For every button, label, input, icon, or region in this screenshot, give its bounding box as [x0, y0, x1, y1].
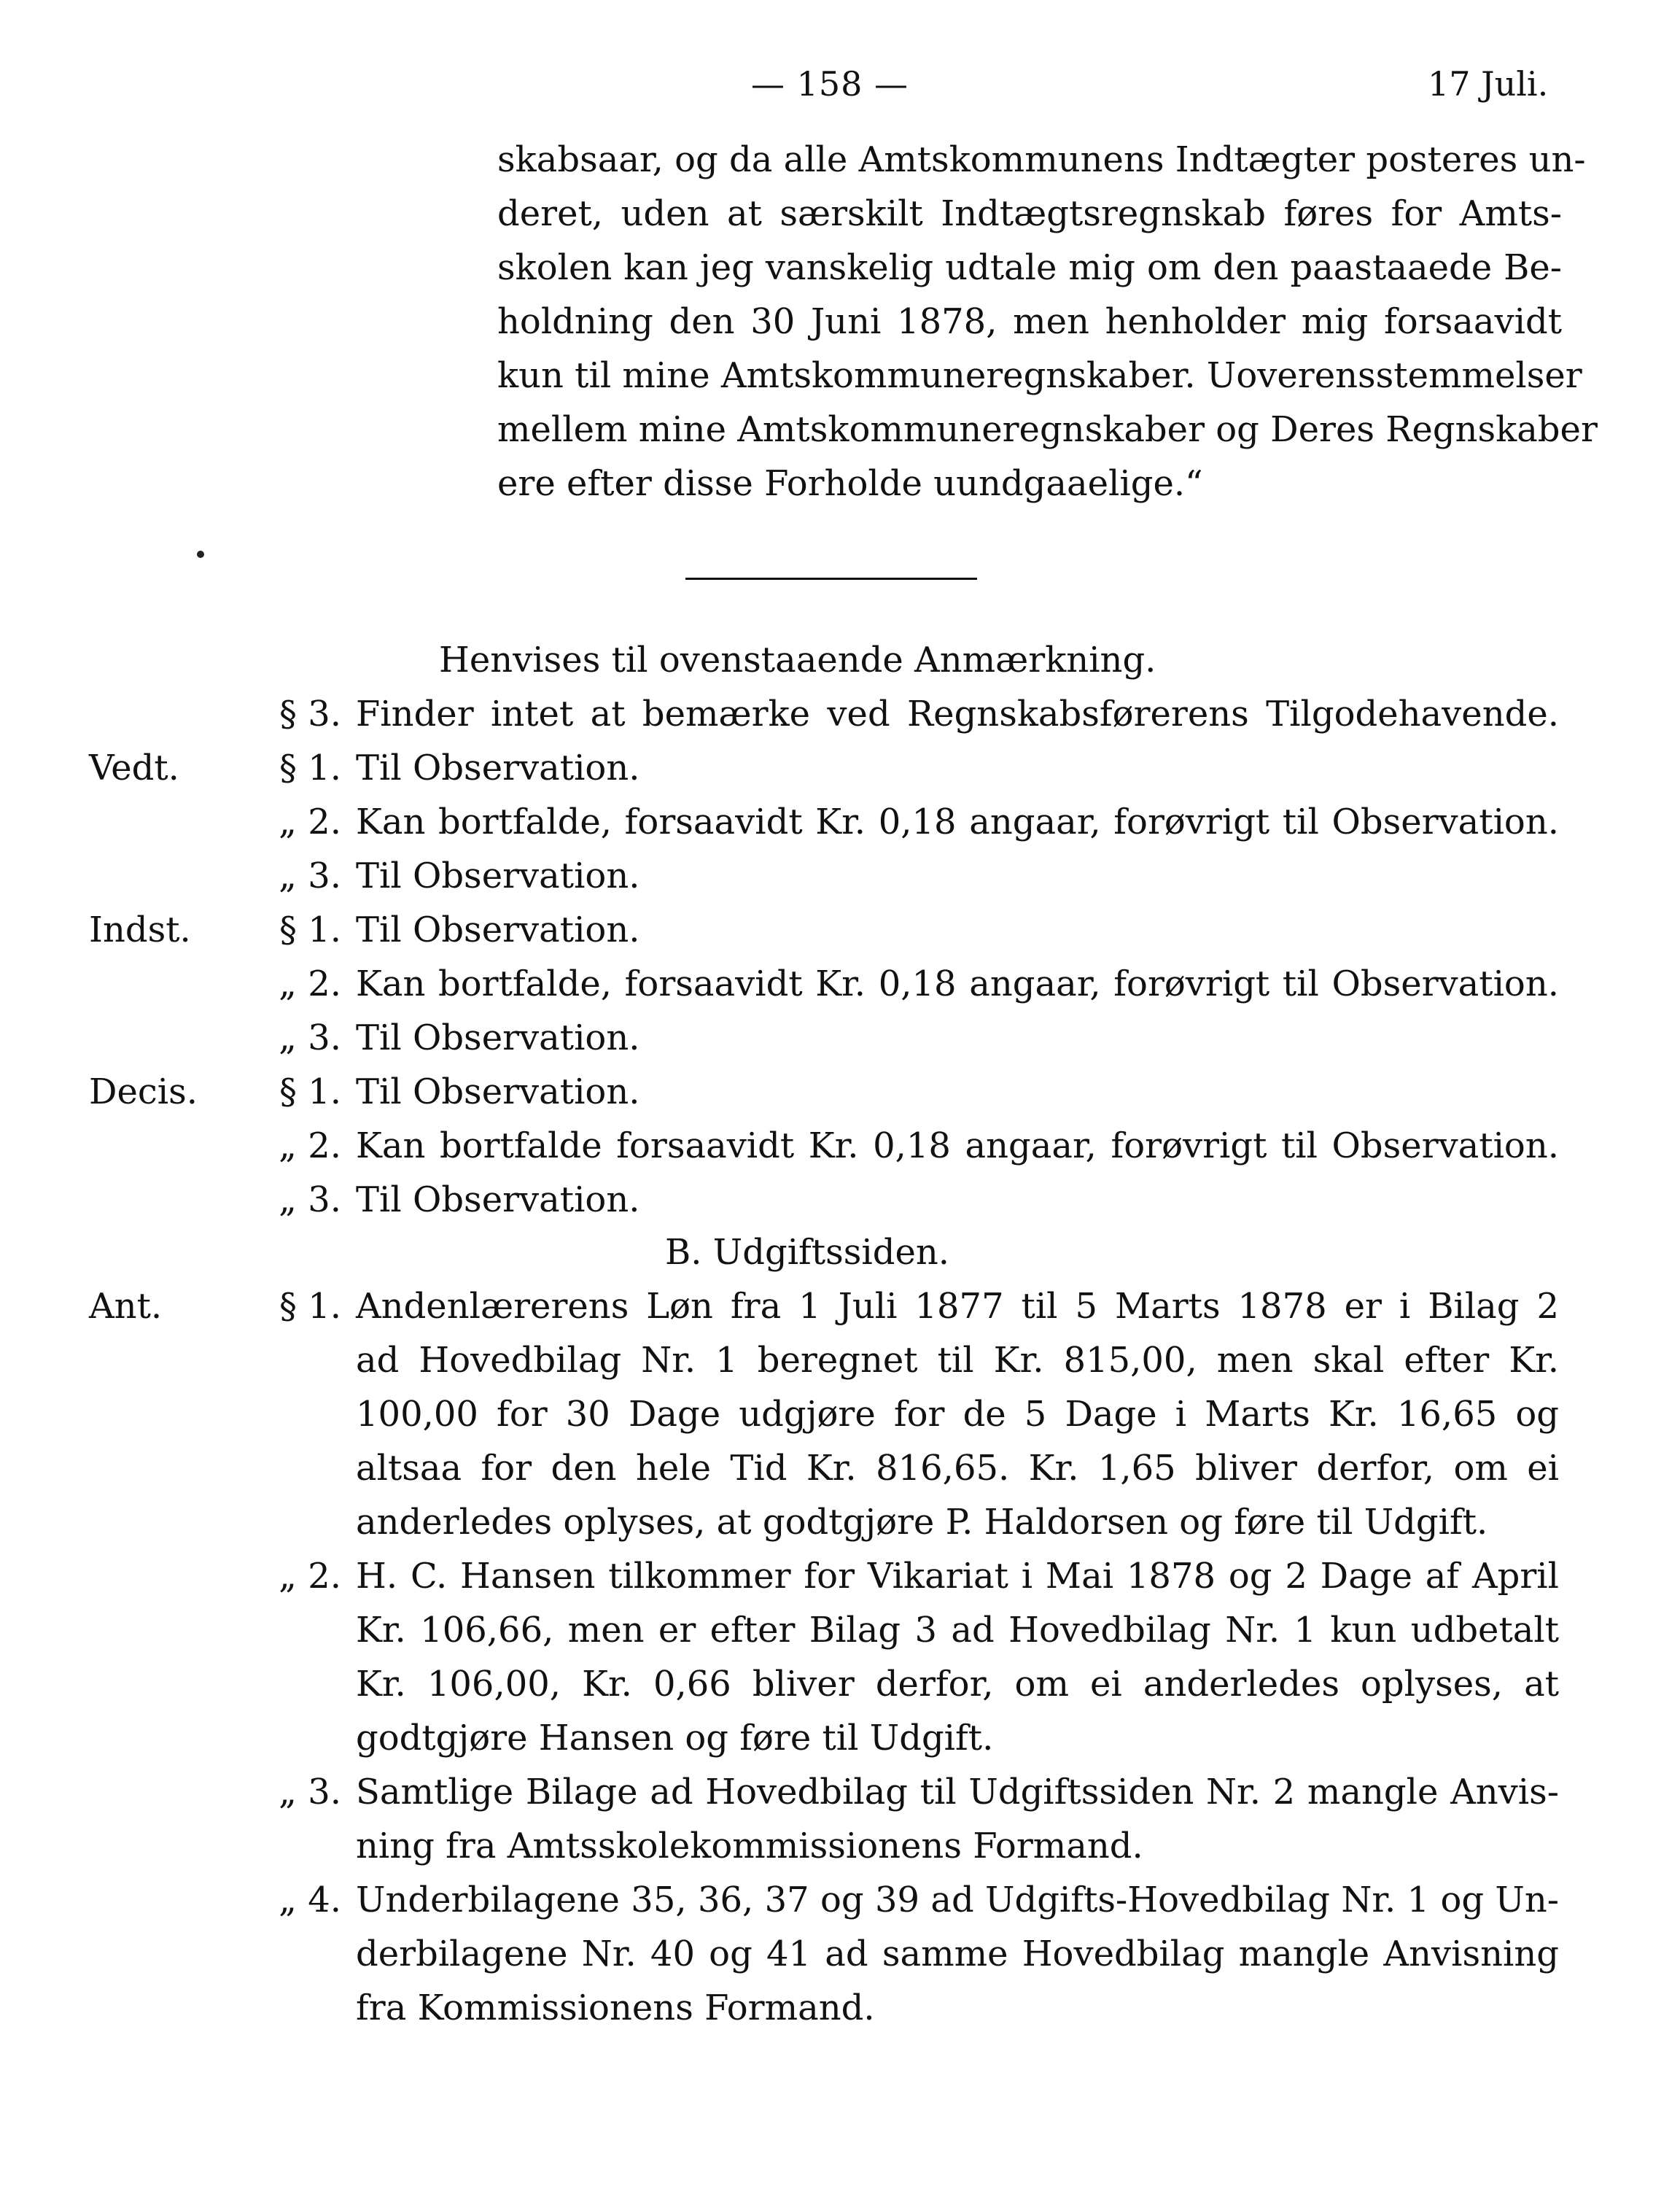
row-text: Kan bortfalde, forsaavidt Kr. 0,18 angaar, forøvrigt til Observation.	[356, 802, 1559, 842]
paragraph-number: § 1.	[279, 1286, 341, 1327]
row-label: Indst.	[89, 910, 191, 950]
quote-line: holdning den 30 Juni 1878, men henholder mig forsaavidt	[497, 301, 1562, 342]
section-heading: B. Udgiftssiden.	[665, 1232, 950, 1273]
paragraph-number: „ 2.	[279, 963, 341, 1004]
section-divider	[685, 578, 977, 580]
quote-line: ere efter disse Forholde uundgaaelige.“	[497, 463, 1203, 504]
expense-line: altsaa for den hele Tid Kr. 816,65. Kr. 1,65 bliver derfor, om ei	[356, 1448, 1559, 1489]
paragraph-number: § 3.	[279, 694, 341, 734]
row-text: Finder intet at bemærke ved Regnskabsførerens Tilgodehavende.	[356, 694, 1559, 734]
expense-line: Samtlige Bilage ad Hovedbilag til Udgiftssiden Nr. 2 mangle Anvis-	[356, 1772, 1559, 1812]
quote-line: skolen kan jeg vanskelig udtale mig om den paastaaede Be-	[497, 247, 1562, 288]
paragraph-number: „ 4.	[279, 1880, 341, 1920]
row-text: Til Observation.	[356, 856, 640, 896]
row-text: Til Observation.	[356, 1179, 640, 1220]
paragraph-number: § 1.	[279, 1071, 341, 1112]
paragraph-number: § 1.	[279, 748, 341, 788]
quoted-paragraph	[497, 133, 1598, 511]
expense-line: fra Kommissionens Formand.	[356, 1988, 875, 2028]
quote-line: mellem mine Amtskommuneregnskaber og Deres Regnskaber	[497, 409, 1598, 450]
expense-line: Andenlærerens Løn fra 1 Juli 1877 til 5 Marts 1878 er i Bilag 2	[356, 1286, 1559, 1327]
row-text: Til Observation.	[356, 748, 640, 788]
paragraph-number: „ 3.	[279, 1772, 341, 1812]
intro-line: Henvises til ovenstaaende Anmærkning.	[439, 640, 1156, 680]
paragraph-number: „ 2.	[279, 1556, 341, 1597]
row-text: Til Observation.	[356, 910, 640, 950]
row-text: Til Observation.	[356, 1017, 640, 1058]
expense-line: Kr. 106,66, men er efter Bilag 3 ad Hovedbilag Nr. 1 kun udbetalt	[356, 1610, 1559, 1651]
page-date: 17 Juli.	[1428, 64, 1549, 104]
expense-line: Kr. 106,00, Kr. 0,66 bliver derfor, om ei anderledes oplyses, at	[356, 1664, 1559, 1705]
expense-line: anderledes oplyses, at godtgjøre P. Haldorsen og føre til Udgift.	[356, 1502, 1488, 1543]
paragraph-number: „ 2.	[279, 802, 341, 842]
row-label: Ant.	[89, 1286, 163, 1327]
ink-dot	[197, 551, 204, 558]
row-label: Vedt.	[89, 748, 179, 788]
quote-line: kun til mine Amtskommuneregnskaber. Uoverensstemmelser	[497, 355, 1582, 396]
expense-line: ning fra Amtsskolekommissionens Formand.	[356, 1826, 1143, 1866]
row-label: Decis.	[89, 1071, 198, 1112]
paragraph-number: § 1.	[279, 910, 341, 950]
quote-line: deret, uden at særskilt Indtægtsregnskab føres for Amts-	[497, 193, 1562, 234]
expense-line: godtgjøre Hansen og føre til Udgift.	[356, 1718, 994, 1758]
paragraph-number: „ 3.	[279, 856, 341, 896]
paragraph-number: „ 3.	[279, 1017, 341, 1058]
row-text: Kan bortfalde, forsaavidt Kr. 0,18 angaar, forøvrigt til Observation.	[356, 963, 1559, 1004]
expense-line: derbilagene Nr. 40 og 41 ad samme Hovedbilag mangle Anvisning	[356, 1934, 1559, 1974]
quote-line: skabsaar, og da alle Amtskommunens Indtægter posteres un-	[497, 139, 1586, 180]
expense-line: ad Hovedbilag Nr. 1 beregnet til Kr. 815,00, men skal efter Kr.	[356, 1340, 1559, 1381]
paragraph-number: „ 2.	[279, 1125, 341, 1166]
page-number: — 158 —	[751, 64, 909, 104]
expense-line: 100,00 for 30 Dage udgjøre for de 5 Dage i Marts Kr. 16,65 og	[356, 1394, 1559, 1435]
row-text: Kan bortfalde forsaavidt Kr. 0,18 angaar, forøvrigt til Observation.	[356, 1125, 1559, 1166]
expense-line: Underbilagene 35, 36, 37 og 39 ad Udgifts-Hovedbilag Nr. 1 og Un-	[356, 1880, 1559, 1920]
expense-line: H. C. Hansen tilkommer for Vikariat i Mai 1878 og 2 Dage af April	[356, 1556, 1559, 1597]
paragraph-number: „ 3.	[279, 1179, 341, 1220]
row-text: Til Observation.	[356, 1071, 640, 1112]
